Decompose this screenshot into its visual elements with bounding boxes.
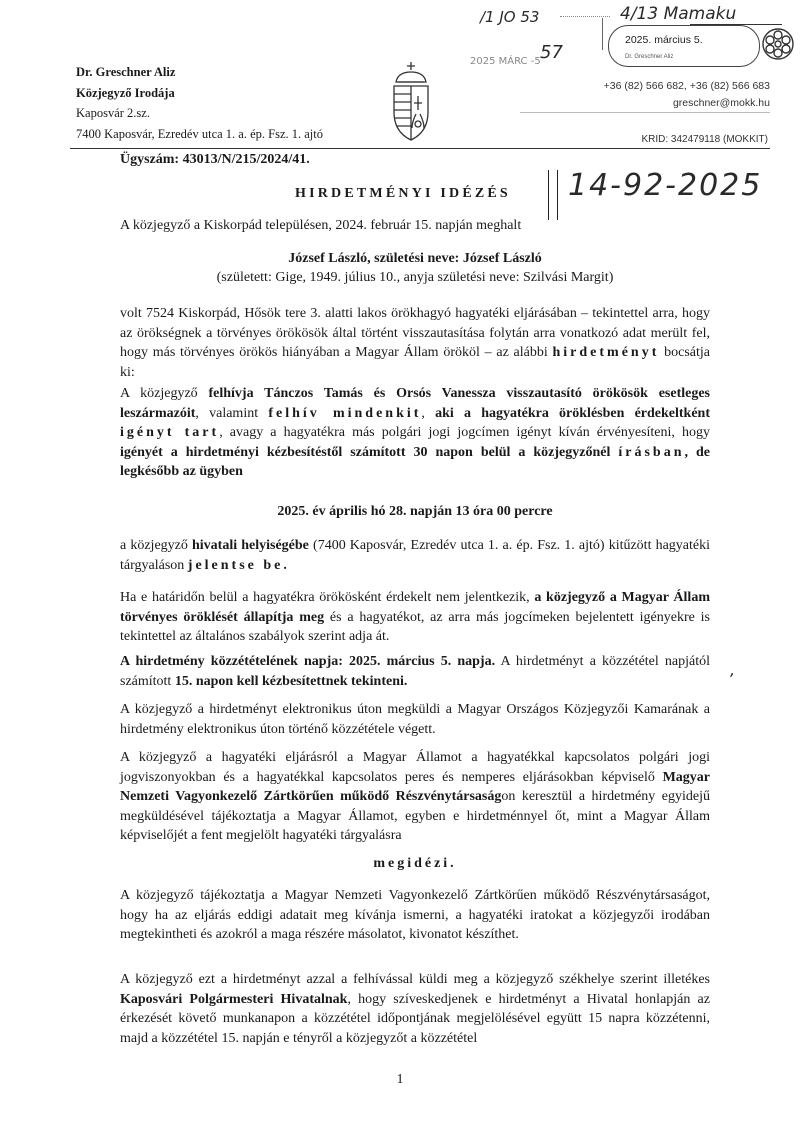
coat-of-arms-icon: [388, 60, 434, 142]
page-number: 1: [396, 1072, 404, 1087]
paragraph-state-notice: [120, 748, 710, 846]
p9-b: Kaposvári Polgármesteri Hivatalnak: [120, 991, 348, 1007]
p2-b: felhívja Tánczos Tamás és Orsós Vanessza visszautasító örökösök esetleges leszármazóit: [120, 386, 711, 421]
deceased-details: (született: Gige, 1949. július 10., anyja születési neve: Szilvási Margit): [216, 270, 614, 285]
notary-seal-icon: [760, 24, 796, 64]
dotted-line: [560, 16, 610, 17]
stamp-date: 2025. március 5.: [625, 34, 703, 46]
p4-b: a közjegyző a Magyar Állam törvényes öröklését állapítja meg: [120, 590, 710, 625]
p9-c: , hogy szíveskedjenek e hirdetményt a Hivatal honlapján az érkezését követő munkanapon a közzététel időpontjának megjelölésével együtt 15 napra közzétenni, majd a közzététel 15. napján e tényről a közjegyzőt a közzététel: [120, 991, 710, 1046]
p7-c: on keresztül a hirdetmény egyidejű megküldésével tájékoztatja a Magyar Államot, egyben e hirdetménnyel őt, mint a Magyar Állam képviselőjét a fent megjelölt hagyatéki tárgyalásra: [120, 789, 710, 843]
paragraph-deadline-consequence: [120, 588, 710, 647]
stamp-name: Dr. Greschner Aliz: [625, 54, 674, 60]
notary-stamp: [608, 25, 760, 67]
p2-h: igényt tart: [120, 425, 220, 440]
summons-heading: megidézi.: [373, 856, 457, 871]
p2-c: , valamint: [195, 405, 269, 421]
p3-b: hivatali helyiségébe: [192, 538, 309, 553]
paragraph-estate: [120, 304, 710, 382]
p1-text: volt 7524 Kiskorpád, Hősök tere 3. alatti lakos örökhagyó hagyatéki eljárásában – tekintettel arra, hogy az örökségnek a törvényes örökösök által történt visszautasítása folytán arra vonatkozó adat merült fel, hogy más törvényes örökös hiányában a Magyar Állam örököl – az alábbi: [120, 306, 710, 360]
p9-a: A közjegyző ezt a hirdetményt azzal a felhívással küldi meg a közjegyző székhelye szerint illetékes: [120, 972, 710, 987]
p2-i: , avagy a hagyatékra más polgári jogi jogcímen igényt kíván érvényesíteni, hogy: [219, 425, 710, 440]
handwritten-top-right: 4/13 Mamaku: [620, 4, 737, 24]
p5-c: 15. napon kell kézbesítettnek tekinteni.: [174, 673, 408, 689]
paragraph-municipality: [120, 970, 710, 1048]
p3-c: (7400 Kaposvár, Ezredév utca 1. a. ép. Fsz. 1. ajtó) kitűzött hagyatéki tárgyaláson: [120, 538, 711, 573]
hearing-deadline: 2025. év április hó 28. napján 13 óra 00 percre: [277, 504, 553, 519]
p2-l: írásban: [618, 444, 685, 460]
vertical-pen-line: [602, 18, 603, 50]
p2-e: ,: [421, 405, 436, 421]
received-stamp-mark: 2025 MÁRC -5: [470, 56, 541, 67]
office-name: Dr. Greschner Aliz: [76, 65, 176, 79]
krid-identifier: KRID: 342479118 (MOKKIT): [641, 134, 768, 145]
office-title: Közjegyző Irodája: [76, 85, 175, 100]
p7-a: A közjegyző a hagyatéki eljárásról a Magyar Államot a hagyatékkal kapcsolatos polgári jogi jogviszonyokban és a hagyatékkal kapcsolatos peres és nemperes eljárásokban képviselő: [120, 750, 710, 785]
office-address: 7400 Kaposvár, Ezredév utca 1. a. ép. Fsz. 1. ajtó: [76, 126, 323, 141]
p5-b: A hirdetményt a közzététel napjától számított: [120, 654, 711, 689]
p3-d: jelentse be.: [187, 557, 290, 573]
handwritten-date-mark: 14-92-2025: [568, 168, 763, 203]
p1-emph: hirdetményt: [552, 345, 660, 360]
contact-block: [604, 78, 770, 112]
paragraph-documents: A közjegyző tájékoztatja a Magyar Nemzeti Vagyonkezelő Zártkörűen működő Részvénytársaságot, hogy ha az eljárás eddigi adatait meg kívánja ismerni, a hagyatéki iratokat a közjegyzői irodában megtekintheti és azokról a maga részére másolatot, kivonatot készíthet.: [120, 888, 710, 942]
p4-c: és a hagyatékot, az arra más jogcímeken bejelentett igényekre is tekintettel az általános szabályok szerint adja át.: [120, 609, 710, 644]
p5-a: A hirdetmény közzétételének napja: 2025. március 5. napja.: [120, 654, 496, 669]
paragraph-call: [120, 384, 710, 482]
p4-a: Ha e határidőn belül a hagyatékra örökösként érdekelt nem jelentkezik,: [120, 590, 535, 605]
p3-a: a közjegyző: [120, 538, 192, 553]
p7-b: Magyar Nemzeti Vagyonkezelő Zártkörűen működő Részvénytársaság: [120, 769, 710, 804]
p2-m: , de legkésőbb az ügyben: [120, 444, 710, 479]
paragraph-electronic: A közjegyző a hirdetményt elektronikus úton megküldi a Magyar Országos Közjegyzői Kamarának a hirdetmény elektronikus úton történő közzététele végett.: [120, 702, 710, 737]
handwritten-top-note: /1 JO 53: [480, 8, 540, 26]
contact-divider: [520, 112, 770, 113]
margin-pen-mark: ,: [730, 660, 736, 679]
p2-a: A közjegyző: [120, 386, 209, 401]
office-short-address: Kaposvár 2.sz.: [76, 106, 150, 120]
stamp-number: 57: [540, 42, 563, 63]
phone-numbers: +36 (82) 566 682, +36 (82) 566 683: [603, 80, 770, 92]
p2-d: felhív mindenkit: [268, 405, 422, 421]
p2-j: igényét a hirdetményi kézbesítéstől számított 30 napon belül a közjegyzőnél: [120, 444, 611, 460]
document-title: HIRDETMÉNYI IDÉZÉS: [295, 186, 511, 201]
paragraph-report: [120, 536, 710, 575]
intro-text: A közjegyző a Kiskorpád településen, 2024. február 15. napján meghalt: [120, 218, 522, 233]
title-pen-bracket: [548, 170, 558, 220]
paragraph-publication: [120, 652, 710, 691]
email-address[interactable]: greschner@mokk.hu: [672, 97, 770, 109]
header-rule: [70, 148, 770, 149]
p1-tail: bocsátja ki:: [120, 345, 710, 380]
p2-f: aki a hagyatékra öröklésben érdekeltként: [435, 405, 711, 421]
case-number: Ügyszám: 43013/N/215/2024/41.: [120, 152, 310, 167]
office-block: [76, 62, 323, 144]
deceased-name: József László, születési neve: József László: [288, 251, 542, 266]
